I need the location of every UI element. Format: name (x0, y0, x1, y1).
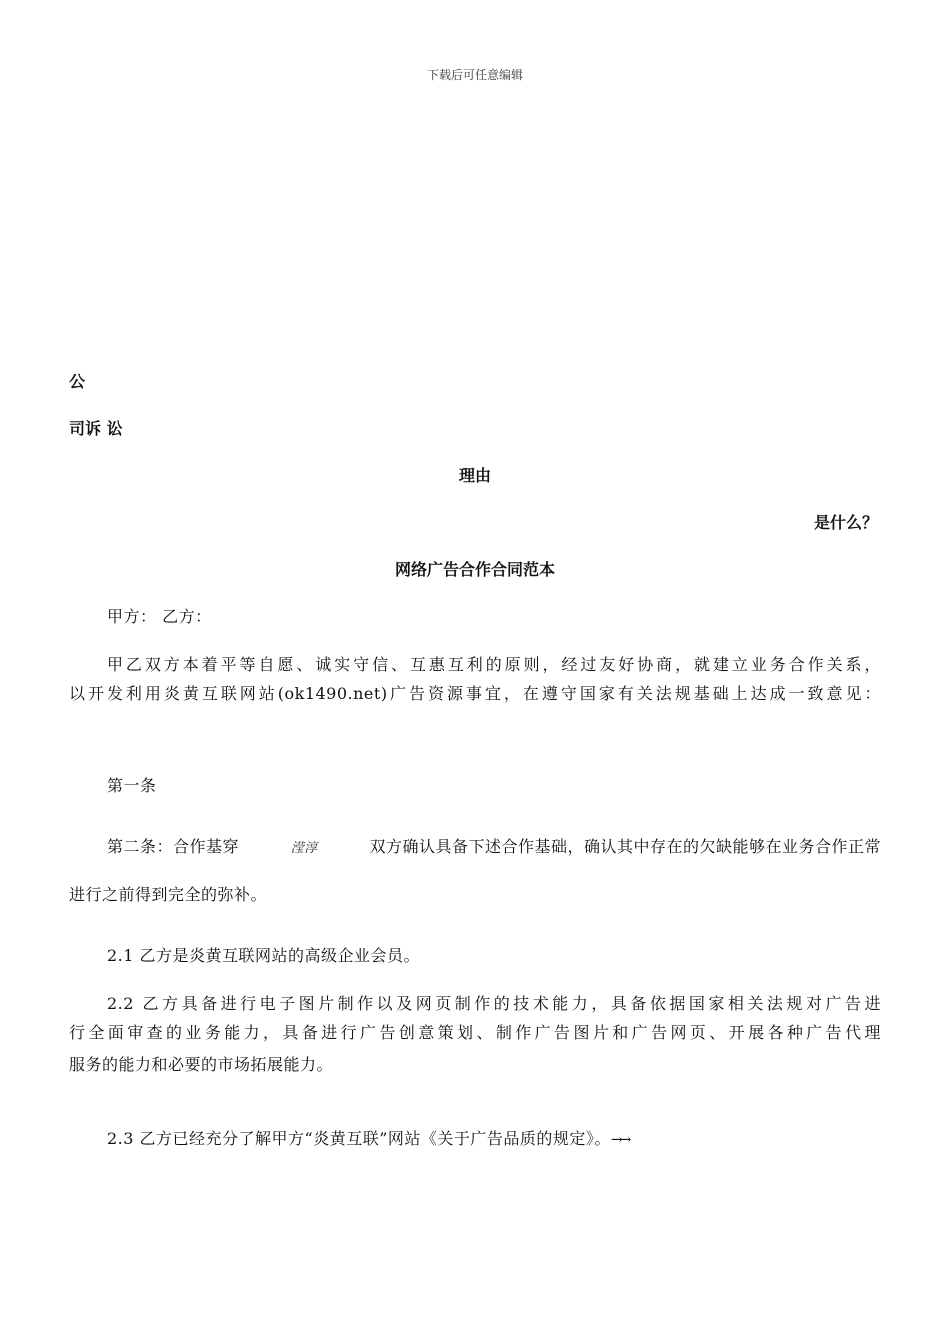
article-2-line-2: 进行之前得到完全的弥补。 (69, 885, 268, 904)
article-2-prefix: 第二条：合作基穿 (107, 837, 240, 856)
page-header-note: 下载后可任意编辑 (426, 68, 523, 82)
heading-gong: 公 (69, 372, 86, 391)
intro-line-1: 甲乙双方本着平等自愿、诚实守信、互惠互利的原则，经过友好协商，就建立业务合作关系， (107, 655, 881, 674)
heading-liyou: 理由 (458, 466, 491, 485)
intro-line-2: 以开发利用炎黄互联网站(ok1490.net)广告资源事宜，在遵守国家有关法规基础上达成一致意见： (69, 684, 881, 703)
document-title: 网络广告合作合同范本 (394, 560, 555, 579)
article-2-rest: 双方确认具备下述合作基础，确认其中存在的欠缺能够在业务合作正常 (369, 837, 881, 856)
parties-line: 甲方： 乙方： (107, 607, 212, 626)
article-1-label: 第一条 (107, 776, 157, 795)
clause-2-2-line-2: 行全面审查的业务能力，具备进行广告创意策划、制作广告图片和广告网页、开展各种广告代理 (69, 1023, 881, 1042)
heading-shishenme: 是什么？ (813, 513, 878, 532)
clause-2-2-line-1: 2.2 乙方具备进行电子图片制作以及网页制作的技术能力，具备依据国家相关法规对广告进 (107, 994, 881, 1013)
clause-2-2-line-3: 服务的能力和必要的市场拓展能力。 (69, 1055, 334, 1074)
heading-sisusong: 司诉 讼 (69, 419, 123, 438)
article-2-stamp: 滢淳 (290, 841, 318, 856)
clause-2-3 (107, 1126, 628, 1149)
arrow-icon: →→ (610, 1132, 629, 1148)
clause-2-1: 2.1 乙方是炎黄互联网站的高级企业会员。 (107, 946, 421, 965)
clause-2-3-text: 2.3 乙方已经充分了解甲方“炎黄互联”网站《关于广告品质的规定》。 (107, 1129, 611, 1148)
article-2-line-1 (107, 834, 881, 857)
